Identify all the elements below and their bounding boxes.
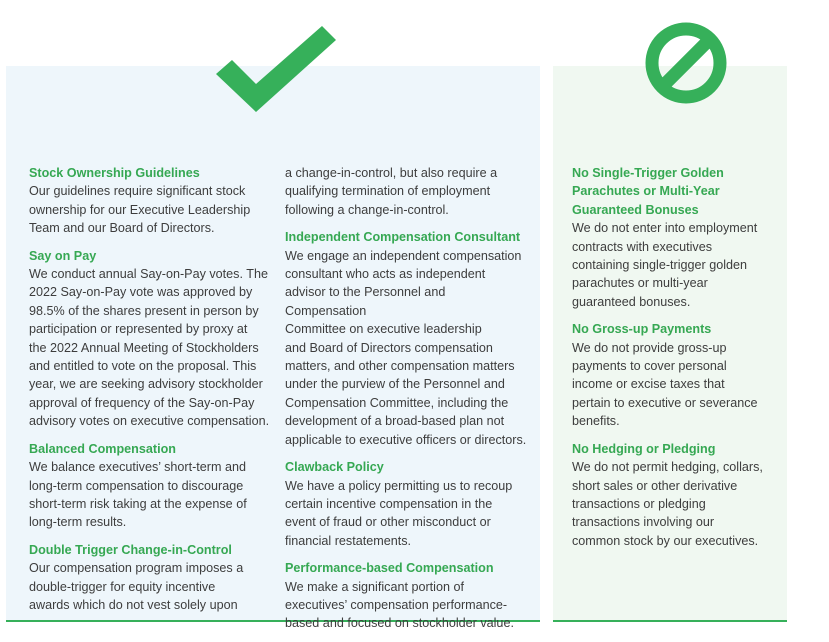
practice-item: [29, 440, 274, 532]
continued-text: [285, 164, 530, 219]
item-body-line: participation or represented by proxy at: [29, 322, 248, 337]
item-title: Guaranteed Bonuses: [572, 202, 699, 217]
item-title: Parachutes or Multi-Year: [572, 184, 720, 199]
item-body-line: a change-in-control, but also require a: [285, 166, 498, 180]
item-body-line: income or excise taxes that: [572, 377, 725, 392]
item-body-line: Our compensation program imposes a: [29, 561, 244, 576]
item-body-line: payments to cover personal: [572, 359, 727, 374]
dont-column: [572, 164, 777, 559]
item-body-line: financial restatements.: [285, 533, 411, 548]
item-body-line: advisory votes on executive compensation.: [29, 414, 270, 429]
item-body-line: long-term compensation to discourage: [29, 478, 244, 493]
item-body-line: consultant who acts as independent: [285, 267, 486, 282]
item-body-line: We engage an independent compensation: [285, 248, 522, 263]
item-title: No Hedging or Pledging: [572, 441, 716, 456]
item-body-line: Team and our Board of Directors.: [29, 221, 215, 236]
item-body-line: pertain to executive or severance: [572, 395, 758, 410]
item-title: Double Trigger Change-in-Control: [29, 542, 232, 557]
item-body-line: awards which do not vest solely upon: [29, 597, 238, 612]
item-body-line: We conduct annual Say-on-Pay votes. The: [29, 267, 268, 282]
item-body-line: short-term risk taking at the expense of: [29, 496, 247, 511]
item-body-line: event of fraud or other misconduct or: [285, 515, 491, 530]
practice-item: [285, 458, 530, 550]
item-title: Performance-based Compensation: [285, 561, 494, 576]
item-body-line: We do not permit hedging, collars,: [572, 460, 763, 475]
item-body-line: We do not enter into employment: [572, 221, 758, 236]
item-title: Independent Compensation Consultant: [285, 230, 521, 245]
item-body-line: ownership for our Executive Leadership: [29, 202, 251, 217]
item-body-line: short sales or other derivative: [572, 478, 738, 493]
prohibited-practice-item: [572, 320, 777, 430]
item-body-line: applicable to executive officers or directors.: [285, 432, 527, 447]
item-body-line: advisor to the Personnel and Compensation: [285, 285, 446, 318]
practice-item: [285, 228, 530, 449]
item-body-line: We do not provide gross-up: [572, 340, 727, 355]
item-body-line: under the purview of the Personnel and: [285, 377, 505, 392]
item-body-line: common stock by our executives.: [572, 533, 759, 548]
item-body-line: certain incentive compensation in the: [285, 496, 493, 511]
item-body-line: executives’ compensation performance-: [285, 597, 508, 612]
practice-item: [285, 559, 530, 633]
item-body-line: transactions involving our: [572, 515, 715, 530]
prohibited-practice-item: [572, 440, 777, 550]
item-body-line: benefits.: [572, 414, 620, 429]
item-body-line: parachutes or multi-year: [572, 276, 708, 291]
item-body-line: guaranteed bonuses.: [572, 294, 691, 309]
item-body-line: transactions or pledging: [572, 496, 706, 511]
item-body-line: We balance executives’ short-term and: [29, 460, 246, 475]
item-title: Balanced Compensation: [29, 441, 176, 456]
item-body-line: development of a broad-based plan not: [285, 414, 505, 429]
item-body-line: Committee on executive leadership: [285, 322, 482, 337]
item-body-line: and Board of Directors compensation: [285, 340, 493, 355]
item-body-line: Our guidelines require significant stock: [29, 184, 246, 199]
item-body-line: We have a policy permitting us to recoup: [285, 478, 513, 493]
item-title: No Gross-up Payments: [572, 322, 712, 337]
item-body-line: based and focused on stockholder value.: [285, 616, 514, 631]
practice-item: [29, 247, 274, 431]
item-title: Stock Ownership Guidelines: [29, 166, 200, 180]
item-body-line: 98.5% of the shares present in person by: [29, 303, 259, 318]
do-column-2: [285, 164, 530, 642]
item-body-line: contracts with executives: [572, 239, 712, 254]
item-body-line: year, we are seeking advisory stockholder: [29, 377, 263, 392]
practice-item: [29, 164, 274, 238]
do-column-1: [29, 164, 274, 623]
prohibited-practice-item: [572, 164, 777, 311]
item-body-line: 2022 Say-on-Pay vote was approved by: [29, 285, 253, 300]
item-body-line: qualifying termination of employment: [285, 184, 491, 199]
item-body-line: and entitled to vote on the proposal. This: [29, 359, 257, 374]
item-body-line: the 2022 Annual Meeting of Stockholders: [29, 340, 259, 355]
prohibited-icon: [643, 20, 729, 106]
item-title: Say on Pay: [29, 248, 97, 263]
item-body-line: following a change-in-control.: [285, 202, 449, 217]
item-body-line: approval of frequency of the Say-on-Pay: [29, 395, 255, 410]
item-title: Clawback Policy: [285, 460, 384, 475]
item-body-line: We make a significant portion of: [285, 579, 464, 594]
item-body-line: containing single-trigger golden: [572, 258, 748, 273]
item-body-line: matters, and other compensation matters: [285, 359, 515, 374]
item-body-line: long-term results.: [29, 515, 127, 530]
practice-item: [29, 541, 274, 615]
item-body-line: Compensation Committee, including the: [285, 395, 509, 410]
item-title: No Single-Trigger Golden: [572, 166, 724, 180]
checkmark-icon: [210, 22, 342, 116]
item-body-line: double-trigger for equity incentive: [29, 579, 216, 594]
